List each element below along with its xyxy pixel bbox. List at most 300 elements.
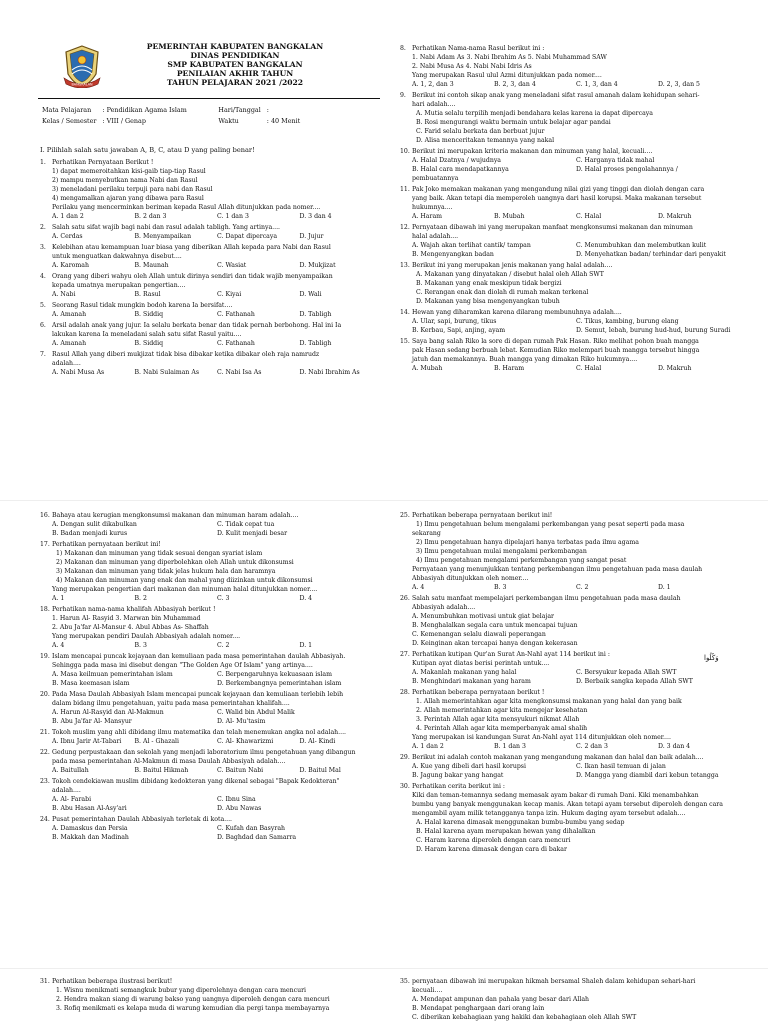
question-stem <box>400 782 740 791</box>
question-line: C. Kemenangan selalu diawali peperangan <box>412 631 546 638</box>
question-number: 31. <box>40 978 50 985</box>
question-line: 3) meneladani perilaku terpuji para nabi dan Rasul <box>52 186 213 193</box>
question-text: Perhatikan Nama-nama Rasul berikut ini : <box>412 45 545 52</box>
answer-options-row <box>40 529 382 538</box>
answer-option: C. Kiyai <box>217 291 242 298</box>
answer-option: C. Bersyukur kepada Allah SWT <box>576 669 677 676</box>
question-line: pembuatannya <box>412 175 459 182</box>
question-stem <box>400 261 740 270</box>
question-text: Perhatikan kutipan Qur'an Surat An-Nahl ayat 114 berikut ini : <box>412 651 610 658</box>
answer-option: B. 2 dan 3 <box>134 213 167 220</box>
question-line: Sehingga pada masa ini disebut dengan "The Golden Age Of Islam" yang artinya.... <box>52 662 313 669</box>
question-number: 9. <box>400 92 406 99</box>
question-stem <box>40 777 382 786</box>
day-label: Hari/Tanggal <box>218 106 261 114</box>
question-stem <box>40 748 382 757</box>
answer-options-row <box>400 156 740 165</box>
question-stem <box>400 753 740 762</box>
answer-choice: 4. Perintah Allah agar kita memperbanyak amal shalih <box>416 725 588 732</box>
answer-option: B. Badan menjadi kurus <box>52 530 128 537</box>
question-number: 21. <box>40 729 50 736</box>
answer-option: B. Halal cara mendapatkannya <box>412 166 509 173</box>
question-text: Perhatikan cerita berikut ini : <box>412 783 505 790</box>
answer-options-row <box>40 766 382 775</box>
answer-option: D. 3 dan 4 <box>299 213 332 220</box>
answer-options-row <box>40 594 382 603</box>
header-divider <box>38 98 380 99</box>
question-number: 24. <box>40 816 50 823</box>
question-line: hari adalah.... <box>412 101 456 108</box>
question-text: Seorang Rasul tidak mungkin bodoh karena Ia bersifat.... <box>52 302 233 309</box>
answer-option: A. 4 <box>52 642 65 649</box>
answer-option: B. Nabi Sulaiman As <box>134 369 200 376</box>
question-stem <box>40 243 382 252</box>
question-stem <box>40 977 382 986</box>
answer-option: A. 1 dan 2 <box>412 743 444 750</box>
question-line: B. Mendapat penghargaan dari orang lain <box>412 1005 545 1012</box>
question-text: Berikut ini merupakan kriteria makanan dan minuman yang halal, kecuali.... <box>412 148 653 155</box>
answer-option: D. Makruh <box>658 213 692 220</box>
answer-option: C. 3 <box>217 595 230 602</box>
question-stem <box>400 688 740 697</box>
answer-choice: C. Haram karena diperoleh dengan cara mencuri <box>416 837 571 844</box>
question-line: sekarang <box>412 530 441 537</box>
answer-option: A. Damaskus dan Persia <box>52 825 128 832</box>
answer-choice: A. Mutia selalu terpilih menjadi bendahara kelas karena ia dapat dipercaya <box>416 110 653 117</box>
subject-label: Mata Pelajaran <box>42 106 92 114</box>
answer-options-row <box>40 824 382 833</box>
exam-page-2 <box>0 500 768 969</box>
question-number: 12. <box>400 224 410 231</box>
answer-option: D. Mangga yang diambil dari kebun tetangga <box>576 772 719 779</box>
exam-info-table <box>40 104 306 128</box>
answer-options-row <box>40 737 382 746</box>
questions-25-30 <box>400 509 740 854</box>
answer-options-row <box>40 717 382 726</box>
answer-option: A. Ular, sapi, burung, tikus <box>412 318 497 325</box>
answer-options-row <box>400 326 740 335</box>
answer-options-row <box>40 520 382 529</box>
question-number: 6. <box>40 322 46 329</box>
answer-option: B. Al - Ghazali <box>134 738 179 745</box>
answer-option: B. Menghindari makanan yang haram <box>412 678 531 685</box>
question-text: Berikut ini adalah contoh makanan yang mengandung makanan dan halal dan baik adalah.... <box>412 754 704 761</box>
question-number: 7. <box>40 351 46 358</box>
question-number: 17. <box>40 541 50 548</box>
question-text: Orang yang diberi wahyu oleh Allah untuk dirinya sendiri dan tidak wajib menyampaikan <box>52 273 333 280</box>
question-line: Pernyataan yang menunjukkan tentang perkembangan ilmu pengetahuan pada masa daulah <box>412 566 703 573</box>
question-stem <box>400 650 740 659</box>
question-line: pada masa pemerintahan Al-Makmun di masa Daulah Abbasiyah adalah.... <box>52 758 286 765</box>
answer-option: B. Kerbau, Sapi, anjing, ayam <box>412 327 506 334</box>
answer-option: C. 2 <box>576 584 589 591</box>
answer-choice: C. Rerangan enak dan diolah di rumah makan terkenal <box>416 289 589 296</box>
question-number: 30. <box>400 783 410 790</box>
answer-option: B. 3 <box>494 584 507 591</box>
question-stem <box>400 337 740 346</box>
answer-options-row <box>40 232 382 241</box>
day-value: : <box>266 106 269 114</box>
question-line: B. Menghalalkan segala cara untuk mencapai tujuan <box>412 622 578 629</box>
question-text: Arsil adalah anak yang jujur. Ia selalu berkata benar dan tidak pernah berbohong. Hal ini Ia <box>52 322 342 329</box>
question-line: dalam bidang ilmu pengetahuan, yaitu pada masa pemerintahan khalifah.... <box>52 700 290 707</box>
answer-option: D. Baitul Mal <box>299 767 341 774</box>
answer-options-row <box>40 261 382 270</box>
question-number: 4. <box>40 273 46 280</box>
answer-choice: 1. Wisnu menikmati semangkuk bubur yang diperolehnya dengan cara mencuri <box>56 987 307 994</box>
answer-options-row <box>40 368 382 377</box>
answer-choice: B. Halal karena ayam merupakan hewan yang dihalalkan <box>416 828 596 835</box>
answer-option: A. 4 <box>412 584 425 591</box>
questions-8-15 <box>400 42 740 373</box>
time-value: : 40 Menit <box>266 117 301 125</box>
question-line: yang baik. Akan tetapi dia memperoleh uangnya dari hasil korupsi. Maka makanan tersebut <box>412 195 702 202</box>
answer-option: B. Siddiq <box>134 311 164 318</box>
answer-option: D. 3 dan 4 <box>658 743 691 750</box>
time-label: Waktu <box>218 117 239 125</box>
answer-options-row <box>40 804 382 813</box>
question-line: 2. Abu Ja'far Al-Mansur 4. Abul Abbas As- Shaffah <box>52 624 209 631</box>
question-stem <box>40 815 382 824</box>
answer-option: D. Halal proses pengolahannya / <box>576 166 678 173</box>
answer-option: D. Wali <box>299 291 322 298</box>
header-line-2: DINAS PENDIDIKAN <box>190 51 280 60</box>
answer-option: D. Kulit menjadi besar <box>217 530 288 537</box>
question-stem <box>400 308 740 317</box>
header-line-1: PEMERINTAH KABUPATEN BANGKALAN <box>146 42 324 51</box>
answer-option: C. Wasiat <box>217 262 247 269</box>
answer-choice: D. Alisa menceritakan temannya yang nakal <box>416 137 555 144</box>
answer-option: D. Abu Nawas <box>217 805 262 812</box>
answer-choice: D. Makanan yang bisa mengenyangkan tubuh <box>416 298 560 305</box>
instruction-text: I. Pilihlah salah satu jawaban A, B, C, atau D yang paling benar! <box>40 146 255 154</box>
answer-choice: 3) Makanan dan minuman yang tidak jelas hukum hala dan haramnya <box>56 568 276 575</box>
question-stem <box>400 511 740 520</box>
answer-choice: 2) Makanan dan minuman yang diperbolehkan oleh Allah untuk dikonsumsi <box>56 559 294 566</box>
answer-option: D. Al- Kindi <box>299 738 336 745</box>
answer-option: D. 1 <box>658 584 671 591</box>
question-number: 8. <box>400 45 406 52</box>
question-text: Pernyataan dibawah ini yang merupakan manfaat mengkonsumsi makanan dan minuman <box>412 224 693 231</box>
question-number: 16. <box>40 512 50 519</box>
exam-page-3 <box>0 968 768 1025</box>
question-line: pak Hasan sedang berbuah lebat. Kemudian Riko melempari buah mangga tersebut hingga <box>412 347 700 354</box>
answer-option: B. Menyampaikan <box>134 233 192 240</box>
answer-options-row <box>400 762 740 771</box>
answer-options-row <box>40 339 382 348</box>
answer-options-row <box>40 310 382 319</box>
question-stem <box>400 594 740 603</box>
answer-option: A. Amanah <box>52 340 87 347</box>
answer-option: D. Nabi Ibrahim As <box>299 369 360 376</box>
answer-option: C. Ikan hasil temuan di jalan <box>576 763 666 770</box>
subject-value: : Pendidikan Agama Islam <box>102 106 187 114</box>
question-text: Kelebihan atau kemampuan luar biasa yang diberikan Allah kepada para Nabi dan Rasul <box>52 244 331 251</box>
question-line: Yang merupakan Rasul ulul Azmi ditunjukkan pada nomer.... <box>412 72 602 79</box>
question-line: Abbasiyah adalah.... <box>412 604 476 611</box>
question-line: kecuali.... <box>412 987 443 994</box>
question-number: 18. <box>40 606 50 613</box>
question-text: Islam mencapai puncak kejayaan dan kemuliaan pada masa pemerintahan daulah Abbasiyah. <box>52 653 346 660</box>
answer-option: D. Berbaik sangka kepada Allah SWT <box>576 678 693 685</box>
question-number: 5. <box>40 302 46 309</box>
answer-option: D. Jujur <box>299 233 324 240</box>
answer-option: A. Kue yang dibeli dari hasil korupsi <box>412 763 526 770</box>
answer-option: A. Makanlah makanan yang halal <box>412 669 517 676</box>
question-line: hukumnya.... <box>412 204 453 211</box>
answer-option: A. Dengan sulit dikabulkan <box>52 521 137 528</box>
answer-option: A. 1 <box>52 595 65 602</box>
answer-option: B. Rasul <box>134 291 161 298</box>
exam-page-1 <box>0 0 768 500</box>
answer-option: C. Walid bin Abdul Malik <box>217 709 295 716</box>
question-text: Perhatikan pernyataan berikut ini! <box>52 541 161 548</box>
answer-option: C. Tikus, kambing, burung elang <box>576 318 679 325</box>
question-number: 27. <box>400 651 410 658</box>
answer-option: B. Mengenyangkan badan <box>412 251 494 258</box>
answer-options-row <box>40 290 382 299</box>
question-number: 11. <box>400 186 410 193</box>
question-line: lakukan karena Ia meneladani salah satu sifat Rasul yaitu.... <box>52 331 242 338</box>
answer-option: D. Baghdad dan Samarra <box>217 834 297 841</box>
question-stem <box>40 321 382 330</box>
answer-choice: 1. Allah memerintahkan agar kita mengkonsumsi makanan yang halal dan yang baik <box>416 698 682 705</box>
question-line: 2) mampu menyebutkan nama Nabi dan Rasul <box>52 177 198 184</box>
answer-option: D. Mukjizat <box>299 262 336 269</box>
question-stem <box>40 158 382 167</box>
question-line: 1. Nabi Adam As 3. Nabi Ibrahim As 5. Nabi Muhammad SAW <box>412 54 607 61</box>
answer-option: A. 1, 2, dan 3 <box>412 81 454 88</box>
question-text: Pada Masa Daulah Abbasiyah Islam mencapai puncak kejayaan dan kemuliaan terlebih lebih <box>52 691 344 698</box>
question-stem <box>40 511 382 520</box>
answer-option: C. Dapat dipercaya <box>217 233 278 240</box>
answer-option: C. Berpengaruhnya kekuasaan islam <box>217 671 332 678</box>
question-stem <box>40 350 382 359</box>
answer-option: C. Baitun Nabi <box>217 767 264 774</box>
answer-options-row <box>400 241 740 250</box>
answer-options-row <box>40 670 382 679</box>
answer-choice: 3) Ilmu pengetahuan mulai mengalami perkembangan <box>416 548 587 555</box>
question-line: jatuh dan memakannya. Buah mangga yang dimakan Riko hukumnya.... <box>412 356 638 363</box>
answer-options-row <box>400 583 740 592</box>
question-number: 19. <box>40 653 50 660</box>
question-number: 1. <box>40 159 46 166</box>
answer-option: B. 2 <box>134 595 147 602</box>
question-text: Tokoh cendekiawan muslim dibidang kedokteran yang dikenal sebagai "Bapak Kedokteran" <box>52 778 340 785</box>
answer-option: D. 2, 3, dan 5 <box>658 81 700 88</box>
answer-choice: 3. Rofiq menikmati es kelapa muda di warung kemudian dia pergi tanpa membayarnya <box>56 1005 330 1012</box>
question-line: A. Menumbuhkan motivasi untuk giat belajar <box>412 613 555 620</box>
question-line: Perilaku yang mencerminkan beriman kepada Rasul Allah ditunjukkan pada nomer.... <box>52 204 321 211</box>
question-text: Gedung perpustakaan dan sekolah yang menjadi laboratorium ilmu pengetahuan yang dibangun <box>52 749 356 756</box>
question-stem <box>400 185 740 194</box>
question-number: 29. <box>400 754 410 761</box>
answer-option: C. Fathanah <box>217 311 255 318</box>
question-line: untuk menguatkan dakwahnya disebut.... <box>52 253 182 260</box>
question-line: mengambil ayam milik tetangganya tanpa izin. Hukum daging ayam tersebut adalah.... <box>412 810 686 817</box>
regency-emblem-icon <box>62 44 102 88</box>
question-text: Perhatikan beberapa ilustrasi berikut! <box>52 978 173 985</box>
answer-option: A. Haram <box>412 213 443 220</box>
answer-option: B. Mubah <box>494 213 525 220</box>
question-line: halal adalah.... <box>412 233 459 240</box>
answer-option: C. 1, 3, dan 4 <box>576 81 618 88</box>
answer-option: A. Ibnu Jarir At-Tabari <box>52 738 122 745</box>
question-line: 1. Harun Al- Rasyid 3. Marwan bin Muhammad <box>52 615 201 622</box>
questions-16-24 <box>40 509 382 842</box>
answer-option: B. Baitul Hikmah <box>134 767 189 774</box>
question-stem <box>40 301 382 310</box>
emblem-label: BANGKALAN <box>71 82 93 87</box>
question-number: 3. <box>40 244 46 251</box>
answer-option: C. 2 <box>217 642 230 649</box>
answer-options-row <box>400 677 740 686</box>
answer-option: B. Siddiq <box>134 340 164 347</box>
question-text: Berikut ini contoh sikap anak yang meneladani sifat rasul amanah dalam kehidupan sehari- <box>412 92 700 99</box>
answer-option: C. Halal <box>576 213 602 220</box>
question-text: pernyataan dibawah ini merupakan hikmah bersamal Shaleh dalam kehidupan sehari-hari <box>412 978 696 985</box>
questions-1-7 <box>40 156 382 377</box>
answer-option: B. Masa keemasan islam <box>52 680 130 687</box>
arabic-verse-snippet: ﻭَﻛُﻠُﻮﺍ <box>704 654 719 662</box>
answer-options-row <box>400 668 740 677</box>
answer-choice: 1) Makanan dan minuman yang tidak sesuai dengan syariat islam <box>56 550 263 557</box>
answer-option: D. Berkembangnya pemerintahan islam <box>217 680 342 687</box>
answer-option: C. Menumbuhkan dan melembutkan kulit <box>576 242 707 249</box>
question-line: adalah.... <box>52 360 81 367</box>
answer-choice: B. Rosi mengurangi waktu bermain untuk belajar agar pandai <box>416 119 611 126</box>
question-line: Kutipan ayat diatas berisi perintah untuk.... <box>412 660 550 667</box>
question-text: Tokoh muslim yang ahli dibidang ilmu matematika dan telah menemukan angka nol adalah.... <box>52 729 347 736</box>
question-text: Perhatikan beberapa pernyataan berikut ini! <box>412 512 553 519</box>
school-header <box>120 42 350 87</box>
answer-option: A. Mubah <box>412 365 443 372</box>
answer-option: B. Abu Hasan Al-Asy'ari <box>52 805 127 812</box>
answer-options-row <box>40 212 382 221</box>
class-value: : VIII / Genap <box>102 117 146 125</box>
section-instruction <box>40 146 382 155</box>
question-text: Pusat pemerintahan Daulah Abbasiyah terletak di kota.... <box>52 816 233 823</box>
answer-options-row <box>400 212 740 221</box>
answer-option: C. 2 dan 3 <box>576 743 608 750</box>
answer-choice: 2) Ilmu pengetahuan hanya dipelajari hanya terbatas pada ilmu agama <box>416 539 639 546</box>
question-line: A. Mendapat ampunan dan pahala yang besar dari Allah <box>412 996 589 1003</box>
question-line: bumbu yang banyak menggunakan kecap manis. Akan tetapi ayam tersebut diperoleh dengan cara <box>412 801 723 808</box>
answer-option: B. Abu Ja'far Al- Mansyur <box>52 718 132 725</box>
question-number: 22. <box>40 749 50 756</box>
answer-option: D. Makruh <box>658 365 692 372</box>
question-line: Kiki dan teman-temannya sedang memasak ayam bakar di rumah Dani. Kiki menambahkan <box>412 792 699 799</box>
answer-option: D. 1 <box>299 642 313 649</box>
question-number: 23. <box>40 778 50 785</box>
questions-31 <box>40 975 382 1013</box>
question-text: Berikut ini yang merupakan jenis makanan yang halal adalah.... <box>412 262 613 269</box>
question-line: kepada umatnya merupakan pengertian.... <box>52 282 186 289</box>
question-stem <box>40 223 382 232</box>
answer-choice: A. Makanan yang dinyatakan / disebut halal oleh Allah SWT <box>416 271 604 278</box>
answer-option: B. 2, 3, dan 4 <box>494 81 536 88</box>
answer-option: C. Al- Khawarizmi <box>217 738 274 745</box>
question-number: 20. <box>40 691 50 698</box>
answer-option: B. 3 <box>134 642 147 649</box>
answer-options-row <box>40 795 382 804</box>
answer-option: A. Baitullah <box>52 767 89 774</box>
answer-option: C. Kufah dan Basyrah <box>217 825 285 832</box>
answer-choice: 3. Perintah Allah agar kita mensyukuri nikmat Allah <box>416 716 580 723</box>
answer-option: C. Nabi Isa As <box>217 369 262 376</box>
question-number: 25. <box>400 512 410 519</box>
answer-choice: 1) Ilmu pengetahuan belum mengalami perkembangan yang pesat seperti pada masa <box>416 521 685 528</box>
question-stem <box>400 91 740 100</box>
answer-option: A. Nabi <box>52 291 76 298</box>
question-text: Perhatikan beberapa pernyataan berikut ! <box>412 689 545 696</box>
answer-option: A. Al- Farabi <box>52 796 92 803</box>
question-stem <box>40 605 382 614</box>
answer-choice: D. Haram karena dimasak dengan cara di bakar <box>416 846 567 853</box>
answer-options-row <box>400 364 740 373</box>
answer-choice: B. Makanan yang enak meskipun tidak bergizi <box>416 280 562 287</box>
question-line: 4) mengamalkan ajaran yang dibawa para Rasul <box>52 195 204 202</box>
answer-options-row <box>40 679 382 688</box>
answer-options-row <box>40 833 382 842</box>
question-text: Perhatikan Pernyataan Berikut ! <box>52 159 154 166</box>
question-stem <box>400 44 740 53</box>
answer-option: B. Haram <box>494 365 525 372</box>
question-stem <box>40 690 382 699</box>
question-stem <box>400 223 740 232</box>
answer-option: A. Harun Al-Rasyid dan Al-Makmun <box>52 709 164 716</box>
question-number: 35. <box>400 978 410 985</box>
answer-option: A. 1 dan 2 <box>52 213 84 220</box>
answer-choice: 2. Hendra makan siang di warung bakso yang uangnya diperoleh dengan cara mencuri <box>56 996 330 1003</box>
question-number: 26. <box>400 595 410 602</box>
answer-option: B. Jagung bakar yang hangat <box>412 772 504 779</box>
answer-choice: 4) Ilmu pengetahuan mengalami perkembangan yang sangat pesat <box>416 557 627 564</box>
question-text: Saya bang salah Riko la sore di depan rumah Pak Hasan. Riko melihat pohon buah mangga <box>412 338 699 345</box>
question-text: Hewan yang diharamkan karena dilarang membunuhnya adalah.... <box>412 309 622 316</box>
answer-option: A. Wajah akan terlihat cantik/ tampan <box>412 242 531 249</box>
question-line: Yang merupakan pendiri Daulah Abbasiyah adalah nomer.... <box>52 633 241 640</box>
answer-option: D. Tabligh <box>299 311 332 318</box>
answer-option: D. Menyehatkan badan/ terhindar dari penyakit <box>576 251 726 258</box>
question-number: 2. <box>40 224 46 231</box>
question-text: Rasul Allah yang diberi mukjizat tidak bisa dibakar ketika dibakar oleh raja namrudz <box>52 351 320 358</box>
answer-options-row <box>400 742 740 751</box>
answer-options-row <box>40 641 382 650</box>
answer-option: C. Harganya tidak mahal <box>576 157 655 164</box>
answer-option: B. Maunah <box>134 262 169 269</box>
answer-option: C. Fathanah <box>217 340 255 347</box>
answer-option: A. Karomah <box>52 262 89 269</box>
answer-option: C. Tidak cepat tua <box>217 521 275 528</box>
answer-choice: 4) Makanan dan minuman yang enak dan mahal yang diizinkan untuk dikonsumsi <box>56 577 313 584</box>
question-stem <box>400 977 740 986</box>
question-number: 10. <box>400 148 410 155</box>
answer-option: A. Nabi Musa As <box>52 369 105 376</box>
question-line: D. Keinginan akan tercapai hanya dengan kekerasan <box>412 640 578 647</box>
question-line: adalah.... <box>52 787 81 794</box>
question-number: 14. <box>400 309 410 316</box>
question-line: Yang merupakan pengertian dari makanan dan minuman halal ditunjukkan nomer.... <box>52 586 318 593</box>
answer-options-row <box>400 80 740 89</box>
question-text: Pak Joko memakan makanan yang mengandung nilai gizi yang tinggi dan diolah dengan cara <box>412 186 705 193</box>
question-stem <box>40 272 382 281</box>
answer-options-row <box>400 317 740 326</box>
answer-option: A. Amanah <box>52 311 87 318</box>
question-text: Perhatikan nama-nama khalifah Abbasiyah berikut ! <box>52 606 216 613</box>
question-text: Salah satu manfaat mempelajari perkembangan ilmu pengetahuan pada masa daulah <box>412 595 681 602</box>
answer-option: C. Ibnu Sina <box>217 796 256 803</box>
